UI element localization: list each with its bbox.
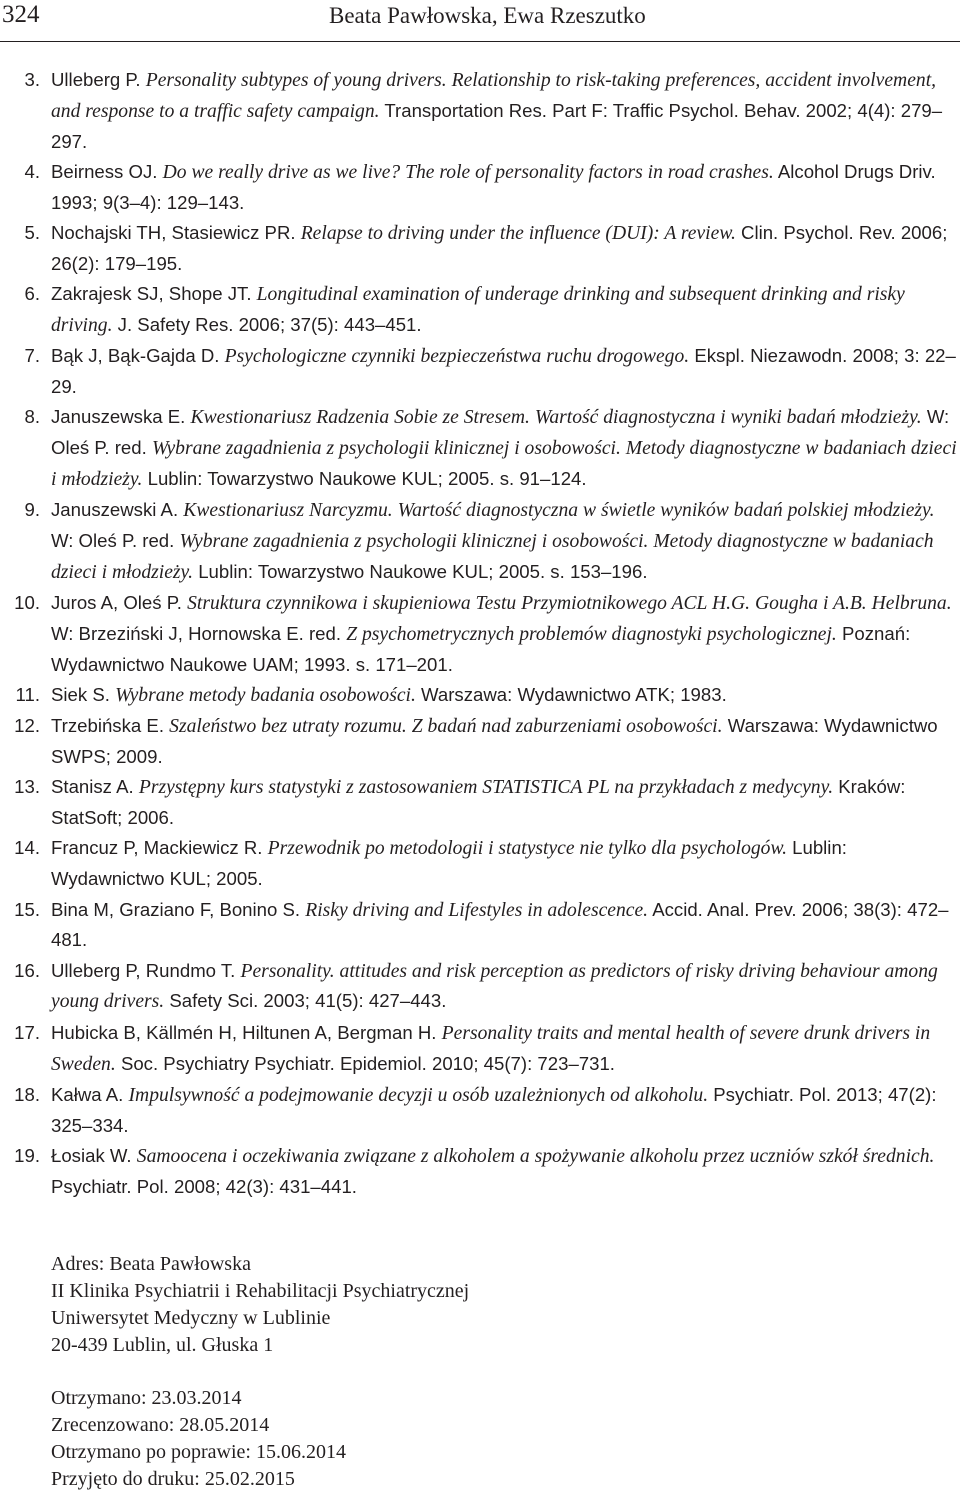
- address-line: Uniwersytet Medyczny w Lublinie: [51, 1307, 331, 1329]
- reference-title: Kwestionariusz Narcyzmu. Wartość diagnostyczna w świetle wyników badań polskiej młodzieży.: [183, 500, 935, 522]
- address-line: Adres: Beata Pawłowska: [51, 1253, 251, 1275]
- reference-source: Lublin: Wydawnictwo KUL; 2005.: [51, 837, 847, 890]
- reference-title: Przystępny kurs statystyki z zastosowaniem STATISTICA PL na przykładach z medycyny.: [138, 777, 834, 799]
- reference-number: 7.: [24, 345, 40, 367]
- reference-item: [0, 279, 957, 341]
- reference-source: J. Safety Res. 2006; 37(5): 443–451.: [117, 313, 422, 335]
- date-accepted: Przyjęto do druku: 25.02.2015: [51, 1468, 295, 1490]
- reference-authors: Ulleberg P.: [51, 69, 141, 90]
- reference-source: Psychiatr. Pol. 2008; 42(3): 431–441.: [51, 1175, 357, 1197]
- reference-item: [0, 956, 957, 1018]
- page-number: 324: [2, 1, 40, 28]
- reference-number: 15.: [14, 898, 40, 920]
- reference-publisher: Poznań: Wydawnictwo Naukowe UAM; 1993. s. 171–201.: [51, 622, 911, 675]
- reference-item: [0, 65, 957, 156]
- reference-title: Wybrane metody badania osobowości.: [115, 684, 416, 706]
- reference-source: Warszawa: Wydawnictwo SWPS; 2009.: [51, 715, 938, 768]
- reference-source: Clin. Psychol. Rev. 2006; 26(2): 179–195.: [51, 221, 948, 274]
- address-line: 20-439 Lublin, ul. Głuska 1: [51, 1334, 274, 1356]
- reference-source: Transportation Res. Part F: Traffic Psychol. Behav. 2002; 4(4): 279–297.: [51, 99, 943, 152]
- reference-item: [0, 1080, 957, 1141]
- reference-authors: Francuz P, Mackiewicz R.: [51, 837, 263, 859]
- reference-number: 17.: [14, 1021, 40, 1043]
- submission-dates: [51, 1385, 346, 1493]
- date-reviewed: Zrecenzowano: 28.05.2014: [51, 1414, 270, 1436]
- reference-item: [0, 680, 957, 711]
- reference-number: 8.: [24, 406, 40, 428]
- correspondence-address: [51, 1251, 469, 1359]
- reference-authors: Stanisz A.: [51, 776, 134, 798]
- reference-item: [0, 341, 957, 402]
- reference-title: Personality traits and mental health of severe drunk drivers in Sweden.: [51, 1022, 931, 1075]
- reference-source: Warszawa: Wydawnictwo ATK; 1983.: [421, 683, 727, 705]
- reference-item: [0, 157, 957, 218]
- reference-item: [0, 895, 957, 956]
- reference-authors: Bąk J, Bąk-Gajda D.: [51, 345, 220, 367]
- reference-item: [0, 833, 957, 894]
- running-head: Beata Pawłowska, Ewa Rzeszutko: [329, 3, 646, 28]
- reference-number: 13.: [14, 776, 40, 798]
- reference-authors: Beirness OJ.: [51, 160, 158, 182]
- address-line: II Klinika Psychiatrii i Rehabilitacji Psychiatrycznej: [51, 1280, 470, 1302]
- reference-number: 6.: [24, 283, 40, 305]
- reference-title: Do we really drive as we live? The role of personality factors in road crashes.: [162, 161, 774, 183]
- reference-title: Psychologiczne czynniki bezpieczeństwa ruchu drogowego.: [224, 346, 690, 368]
- reference-title: Przewodnik po metodologii i statystyce nie tylko dla psychologów.: [267, 838, 787, 860]
- reference-list: [0, 65, 960, 1202]
- reference-title: Kwestionariusz Radzenia Sobie ze Stresem. Wartość diagnostyczna i wyniki badań młodzieży.: [190, 407, 922, 429]
- reference-title: Longitudinal examination of underage drinking and subsequent drinking and risky driving.: [51, 284, 905, 336]
- reference-source: Safety Sci. 2003; 41(5): 427–443.: [169, 990, 447, 1012]
- reference-source: Accid. Anal. Prev. 2006; 38(3): 472–481.: [51, 898, 949, 951]
- reference-authors: Nochajski TH, Stasiewicz PR.: [51, 221, 296, 243]
- reference-authors: Ulleberg P, Rundmo T.: [51, 959, 236, 981]
- reference-authors: Hubicka B, Källmén H, Hiltunen A, Bergman H.: [51, 1021, 437, 1043]
- header-rule: [0, 41, 960, 42]
- reference-authors: Juros A, Oleś P.: [51, 592, 182, 614]
- reference-title: Personality subtypes of young drivers. Relationship to risk-taking preferences, accident involvement, and response to a traffic safety campaign.: [51, 70, 937, 122]
- reference-title: Impulsywność a podejmowanie decyzji u osób uzależnionych od alkoholu.: [128, 1084, 709, 1106]
- reference-title: Relapse to driving under the influence (DUI): A review.: [300, 222, 736, 244]
- reference-title: Risky driving and Lifestyles in adolescence.: [305, 899, 649, 921]
- reference-item: [0, 711, 957, 772]
- reference-publisher: Lublin: Towarzystwo Naukowe KUL; 2005. s. 153–196.: [198, 560, 648, 582]
- reference-item: [0, 402, 957, 494]
- reference-number: 10.: [14, 592, 40, 614]
- reference-book-title: Wybrane zagadnienia z psychologii klinicznej i osobowości. Metody diagnostyczne w badaniach dzieci i młodzieży.: [51, 530, 934, 583]
- reference-number: 3.: [24, 69, 40, 90]
- reference-number: 11.: [15, 683, 40, 705]
- reference-source: Ekspl. Niezawodn. 2008; 3: 22–29.: [51, 345, 956, 397]
- reference-title: Szaleństwo bez utraty rozumu. Z badań nad zaburzeniami osobowości.: [169, 716, 723, 738]
- reference-source: Soc. Psychiatry Psychiatr. Epidemiol. 2010; 45(7): 723–731.: [120, 1052, 615, 1074]
- reference-number: 4.: [24, 160, 40, 182]
- date-received: Otrzymano: 23.03.2014: [51, 1387, 242, 1409]
- reference-publisher: Lublin: Towarzystwo Naukowe KUL; 2005. s. 91–124.: [147, 467, 587, 489]
- reference-source: Psychiatr. Pol. 2013; 47(2): 325–334.: [51, 1083, 937, 1136]
- reference-authors: Kałwa A.: [51, 1083, 124, 1105]
- page-header: [0, 0, 960, 42]
- reference-authors: Trzebińska E.: [51, 715, 164, 737]
- reference-item: [0, 588, 957, 679]
- reference-number: 5.: [24, 221, 40, 243]
- reference-number: 14.: [14, 837, 40, 859]
- reference-item: [0, 218, 957, 279]
- reference-number: 19.: [14, 1144, 40, 1166]
- date-revised: Otrzymano po poprawie: 15.06.2014: [51, 1441, 346, 1463]
- reference-number: 18.: [14, 1083, 40, 1105]
- reference-source: Alcohol Drugs Driv. 1993; 9(3–4): 129–143.: [51, 160, 936, 213]
- reference-number: 16.: [14, 959, 40, 981]
- reference-authors: Januszewska E.: [51, 406, 186, 428]
- reference-item: [0, 495, 957, 587]
- reference-source: W: Brzeziński J, Hornowska E. red.: [51, 622, 342, 644]
- reference-title: Personality. attitudes and risk perception as predictors of risky driving behaviour among young drivers.: [51, 960, 938, 1013]
- reference-authors: Zakrajesk SJ, Shope JT.: [51, 283, 252, 305]
- reference-source: W: Oleś P. red.: [51, 406, 950, 459]
- reference-book-title: Wybrane zagadnienia z psychologii klinicznej i osobowości. Metody diagnostyczne w badaniach dzieci i młodzieży.: [51, 438, 957, 490]
- reference-item: [0, 772, 957, 833]
- reference-source: W: Oleś P. red.: [51, 529, 175, 551]
- reference-item: [0, 1018, 957, 1080]
- reference-source: Kraków: StatSoft; 2006.: [51, 776, 906, 829]
- reference-item: [0, 1141, 957, 1202]
- reference-title: Struktura czynnikowa i skupieniowa Testu Przymiotnikowego ACL H.G. Gougha i A.B. Helbruna.: [187, 593, 952, 615]
- reference-authors: Łosiak W.: [51, 1144, 132, 1166]
- reference-authors: Januszewski A.: [51, 499, 179, 521]
- reference-book-title: Z psychometrycznych problemów diagnostyki psychologicznej.: [346, 623, 837, 645]
- reference-title: Samoocena i oczekiwania związane z alkoholem a spożywanie alkoholu przez uczniów szkół średnich.: [136, 1145, 935, 1167]
- reference-number: 12.: [14, 715, 40, 737]
- reference-authors: Bina M, Graziano F, Bonino S.: [51, 898, 301, 920]
- reference-authors: Siek S.: [51, 683, 110, 705]
- reference-number: 9.: [24, 499, 40, 521]
